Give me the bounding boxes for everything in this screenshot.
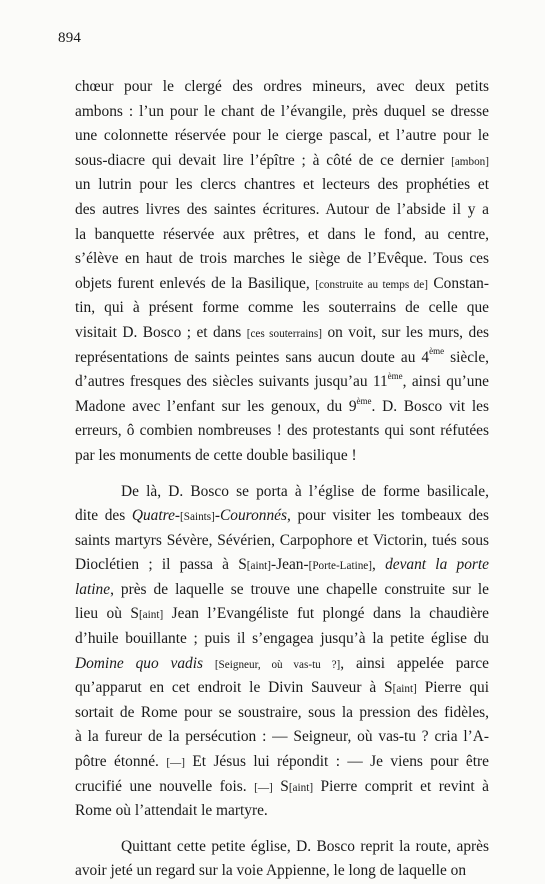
ordinal-superscript: ème bbox=[356, 395, 372, 406]
editorial-insertion: [ces souterrains] bbox=[246, 327, 322, 340]
text-line: lieu où S[aint] Jean l’Evangéliste fut plongé dans la chaudière bbox=[75, 605, 489, 623]
paragraph-gap bbox=[75, 469, 489, 480]
text-line: ambons : l’un pour le chant de l’évangile, près duquel se dresse bbox=[75, 102, 489, 120]
text-line: représentations de saints peintes sans aucun doute au 4ème siècle, bbox=[75, 346, 490, 366]
body-text bbox=[75, 75, 489, 884]
paragraph-gap bbox=[75, 824, 489, 835]
text-line: erreurs, ô combien nombreuses ! des protestants qui sont réfutées bbox=[75, 422, 489, 440]
editorial-insertion: [Seigneur, où vas-tu ?] bbox=[214, 658, 341, 671]
text-line: Rome où l’attendait le martyre. bbox=[75, 802, 268, 820]
text-line: visitait D. Bosco ; et dans [ces souterrains] on voit, sur les murs, des bbox=[75, 323, 490, 341]
paragraph bbox=[75, 480, 489, 824]
editorial-insertion: [construite au temps de] bbox=[315, 278, 428, 291]
text-line: Madone avec l’enfant sur les genoux, du 9ème. D. Bosco vit les bbox=[75, 395, 489, 415]
ordinal-superscript: ème bbox=[429, 346, 445, 357]
text-line: pôtre étonné. [—] Et Jésus lui répondit : — Je viens pour être bbox=[75, 753, 489, 771]
italic-phrase: devant la porte bbox=[385, 556, 489, 574]
text-line: par les monuments de cette double basilique ! bbox=[75, 446, 357, 464]
text-line: d’huile bouillante ; puis il s’engagea jusqu’à la petite église du bbox=[75, 630, 489, 648]
paragraph bbox=[75, 75, 489, 469]
text-line: qu’apparut en cet endroit le Divin Sauveur à S[aint] Pierre qui bbox=[75, 679, 489, 697]
text-line: sortait de Rome pour se soustraire, sous la pression des fidèles, bbox=[75, 703, 489, 721]
editorial-insertion: [aint] bbox=[288, 781, 314, 794]
text-line: sous-diacre qui devait lire l’épître ; à côté de ce dernier [ambon] bbox=[75, 151, 489, 169]
text-line: d’autres fresques des siècles suivants jusqu’au 11ème, ainsi qu’une bbox=[75, 371, 489, 391]
text-line: saints martyrs Sévère, Sévérien, Carpophore et Victorin, tués sous bbox=[75, 531, 489, 549]
text-line: une colonnette réservée pour le cierge pascal, et l’autre pour le bbox=[75, 127, 489, 145]
editorial-insertion: [aint] bbox=[246, 560, 271, 573]
text-line: la banquette réservée aux prêtres, et dans le fond, au centre, bbox=[75, 225, 489, 243]
text-line: Quittant cette petite église, D. Bosco reprit la route, après bbox=[121, 837, 489, 855]
text-line: chœur pour le clergé des ordres mineurs, avec deux petits bbox=[75, 78, 489, 95]
italic-phrase: Quatre bbox=[131, 507, 175, 525]
text-line: s’élève en haut de trois marches le siège de l’Evêque. Tous ces bbox=[75, 250, 489, 268]
editorial-insertion: [aint] bbox=[392, 683, 417, 696]
text-line: tin, qui à présent forme comme les souterrains de celle que bbox=[75, 299, 489, 317]
editorial-insertion: [Porte-Latine] bbox=[308, 560, 372, 573]
italic-phrase: Couronnés bbox=[220, 507, 287, 525]
ordinal-superscript: ème bbox=[387, 371, 403, 381]
paragraph bbox=[75, 835, 489, 884]
text-line: des autres livres des saintes écritures. Autour de l’abside il y a bbox=[75, 200, 489, 218]
text-line: dite des Quatre-[Saints]-Couronnés, pour visiter les tombeaux des bbox=[75, 507, 489, 525]
text-line: Domine quo vadis [Seigneur, où vas-tu ?], ainsi appelée parce bbox=[75, 654, 490, 672]
editorial-insertion: [aint] bbox=[138, 609, 164, 622]
text-line: objets furent enlevés de la Basilique, [construite au temps de] Constan- bbox=[75, 274, 489, 292]
text-line: un lutrin pour les clercs chantres et lecteurs des prophéties et bbox=[75, 176, 489, 194]
editorial-insertion: [—] bbox=[254, 781, 273, 794]
italic-phrase: Domine quo vadis bbox=[75, 654, 203, 672]
text-line: crucifié une nouvelle fois. [—] S[aint] Pierre comprit et revint à bbox=[75, 777, 489, 795]
text-line: latine, près de laquelle se trouve une chapelle construite sur le bbox=[75, 580, 489, 598]
italic-phrase: latine bbox=[75, 580, 111, 598]
editorial-insertion: [Saints] bbox=[180, 511, 215, 524]
text-line: avoir jeté un regard sur la voie Appienne, le long de laquelle on bbox=[75, 862, 467, 880]
text-line: De là, D. Bosco se porta à l’église de forme basilicale, bbox=[121, 482, 489, 500]
text-line: Dioclétien ; il passa à S[aint]-Jean-[Porte-Latine], devant la porte bbox=[75, 556, 489, 574]
editorial-insertion: [ambon] bbox=[451, 155, 489, 168]
page-number: 894 bbox=[58, 30, 82, 46]
text-line: à la fureur de la persécution : — Seigneur, où vas-tu ? cria l’A- bbox=[75, 728, 489, 746]
editorial-insertion: [—] bbox=[166, 757, 185, 770]
